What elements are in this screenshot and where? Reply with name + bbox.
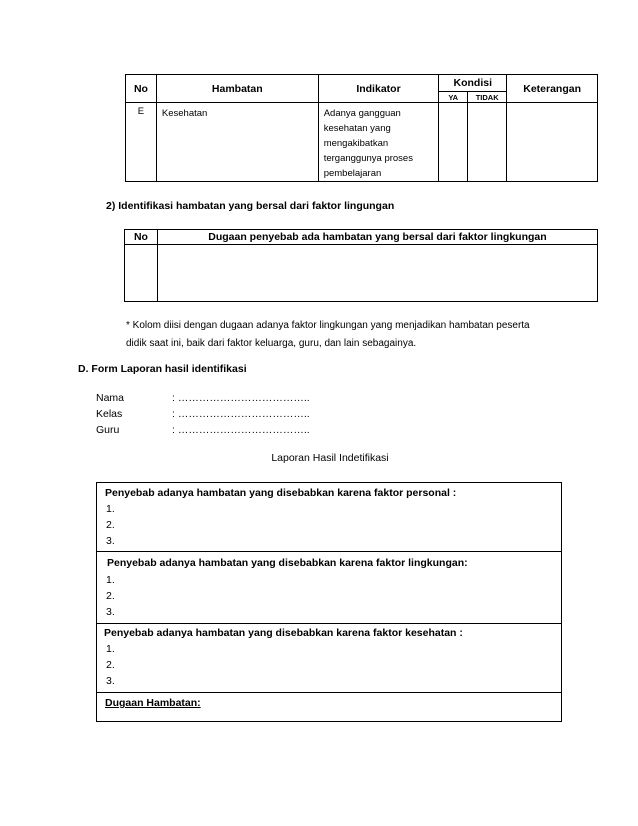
field-value-kelas[interactable]: : ……………………………….. [172, 408, 310, 420]
field-value-guru[interactable]: : ……………………………….. [172, 424, 310, 436]
report-section-kesehatan [97, 624, 561, 693]
table-row [126, 103, 598, 182]
cell-no[interactable] [125, 245, 158, 302]
col-header-keterangan: Keterangan [507, 75, 598, 103]
field-label-guru: Guru [96, 424, 120, 436]
col-header-indikator: Indikator [318, 75, 439, 103]
report-title-text: Laporan Hasil Indetifikasi [271, 452, 389, 464]
report-section-personal [97, 483, 561, 552]
note-line-1: * Kolom diisi dengan dugaan adanya faktor lingkungan yang menjadikan hambatan peserta [126, 320, 530, 331]
report-title [0, 452, 638, 464]
indikator-line: mengakibatkan [323, 138, 389, 149]
lingkungan-table [124, 229, 598, 302]
section-d-title: D. Form Laporan hasil identifikasi [78, 363, 247, 375]
indikator-line: pembelajaran [323, 168, 382, 179]
list-item[interactable]: 2. [106, 590, 115, 602]
report-section-lingkungan [97, 552, 561, 624]
field-label-nama: Nama [96, 392, 125, 404]
section2-title: 2) Identifikasi hambatan yang bersal dari faktor lingungan [106, 200, 395, 212]
dugaan-heading: Dugaan Hambatan: [105, 697, 201, 709]
list-item[interactable]: 1. [106, 574, 115, 586]
note-line-2: didik saat ini, baik dari faktor keluarga, guru, dan lain sebagainya. [126, 338, 417, 349]
row-hambatan: Kesehatan [156, 103, 318, 182]
list-item[interactable]: 3. [106, 675, 115, 687]
table-row [125, 245, 598, 302]
list-item[interactable]: 3. [106, 606, 115, 618]
hambatan-table [125, 74, 598, 182]
row-code: E [126, 103, 157, 182]
col-header-kondisi: Kondisi [439, 75, 507, 92]
indikator-line: Adanya gangguan [323, 108, 401, 119]
indikator-line: terganggunya proses [323, 153, 413, 164]
cell-ya[interactable] [439, 103, 468, 182]
cell-keterangan[interactable] [507, 103, 598, 182]
list-item[interactable]: 1. [106, 503, 115, 515]
list-item[interactable]: 3. [106, 535, 115, 547]
subheader-ya: YA [439, 92, 468, 103]
personal-heading: Penyebab adanya hambatan yang disebabkan karena faktor personal : [105, 487, 457, 499]
list-item[interactable]: 2. [106, 519, 115, 531]
report-box [96, 482, 562, 722]
list-item[interactable]: 2. [106, 659, 115, 671]
col-header-hambatan: Hambatan [156, 75, 318, 103]
report-section-dugaan [97, 693, 561, 721]
row-indikator [318, 103, 439, 182]
cell-tidak[interactable] [468, 103, 507, 182]
field-label-kelas: Kelas [96, 408, 123, 420]
lingkungan-heading: Penyebab adanya hambatan yang disebabkan karena faktor lingkungan: [107, 557, 468, 569]
list-item[interactable]: 1. [106, 643, 115, 655]
cell-dugaan[interactable] [157, 245, 597, 302]
col-header-no: No [125, 230, 158, 245]
indikator-line: kesehatan yang [323, 123, 391, 134]
col-header-dugaan: Dugaan penyebab ada hambatan yang bersal dari faktor lingkungan [157, 230, 597, 245]
field-value-nama[interactable]: : ……………………………….. [172, 392, 310, 404]
subheader-tidak: TIDAK [468, 92, 507, 103]
kesehatan-heading: Penyebab adanya hambatan yang disebabkan karena faktor kesehatan : [104, 627, 463, 639]
col-header-no: No [126, 75, 157, 103]
